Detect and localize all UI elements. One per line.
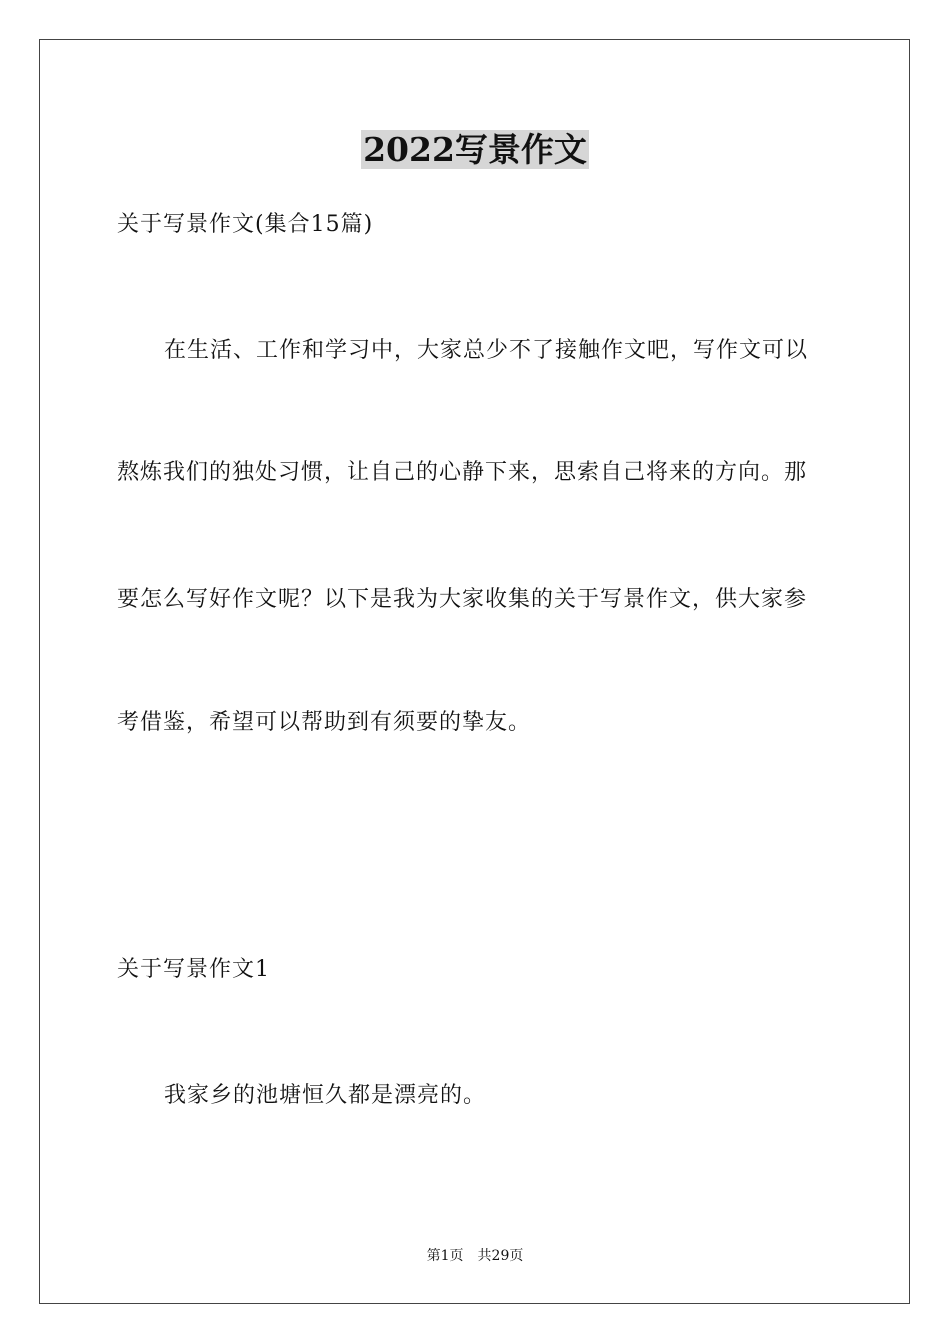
intro-line-3: 要怎么写好作文呢？以下是我为大家收集的关于写景作文，供大家参	[117, 587, 808, 612]
section-paragraph: 我家乡的池塘恒久都是漂亮的。	[164, 1083, 487, 1108]
section-heading: 关于写景作文1	[117, 957, 270, 982]
page-number: 第1页	[426, 1248, 464, 1264]
page-total: 共29页	[477, 1248, 524, 1264]
document-title	[0, 126, 950, 174]
intro-line-2: 熬炼我们的独处习惯，让自己的心静下来，思索自己将来的方向。那	[117, 460, 808, 485]
document-subtitle: 关于写景作文(集合15篇)	[117, 212, 374, 237]
intro-line-4: 考借鉴，希望可以帮助到有须要的挚友。	[117, 710, 532, 735]
page-footer	[0, 1246, 950, 1266]
intro-line-1: 在生活、工作和学习中，大家总少不了接触作文吧，写作文可以	[164, 338, 809, 363]
document-title-text: 2022写景作文	[363, 130, 587, 169]
